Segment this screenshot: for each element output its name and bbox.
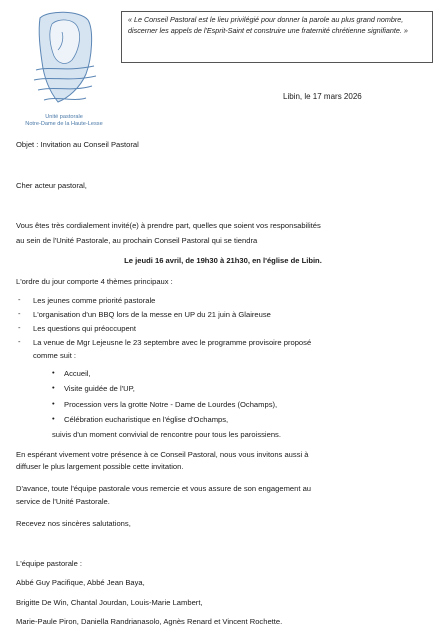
salutation: Cher acteur pastoral, (16, 181, 87, 190)
team-line-1: Abbé Guy Pacifique, Abbé Jean Baya, (16, 578, 145, 587)
team-line-3: Marie-Paule Piron, Daniella Randrianasolo, Agnès Renard et Vincent Rochette. (16, 617, 283, 626)
program-bullet-1: • (52, 368, 55, 377)
intro-line-2: au sein de l'Unité Pastorale, au prochain Conseil Pastoral qui se tiendra (16, 236, 258, 245)
closing-2-line-1: D'avance, toute l'équipe pastorale vous remercie et vous assure de son engagement au (16, 484, 312, 493)
agenda-dash-1: - (18, 295, 21, 304)
program-bullet-4: • (52, 414, 55, 423)
program-bullet-3: • (52, 399, 55, 408)
program-followup: suivis d'un moment convivial de rencontre pour tous les paroissiens. (52, 430, 281, 439)
program-item-4: Célébration eucharistique en l'église d'Ochamps, (64, 415, 229, 424)
intro-line-1: Vous êtes très cordialement invité(e) à prendre part, quelles que soient vos responsabilités (16, 221, 321, 230)
logo-caption-line2: Notre-Dame de la Haute-Lesse (25, 121, 103, 127)
dateline: Libin, le 17 mars 2026 (283, 92, 362, 101)
agenda-item-3: Les questions qui préoccupent (33, 324, 137, 333)
agenda-intro: L'ordre du jour comporte 4 thèmes principaux : (16, 277, 173, 286)
program-item-3: Procession vers la grotte Notre - Dame de Lourdes (Ochamps), (64, 400, 278, 409)
logo (14, 8, 114, 136)
program-item-2: Visite guidée de l'UP, (64, 384, 135, 393)
agenda-item-4: La venue de Mgr Lejeusne le 23 septembre avec le programme provisoire proposé (33, 338, 312, 347)
team-label: L'équipe pastorale : (16, 559, 83, 568)
madonna-logo-icon (28, 8, 102, 112)
regards: Recevez nos sincères salutations, (16, 519, 131, 528)
agenda-item-1: Les jeunes comme priorité pastorale (33, 296, 156, 305)
agenda-dash-2: - (18, 309, 21, 318)
logo-caption (14, 114, 114, 128)
agenda-item-4-cont: comme suit : (33, 351, 77, 360)
program-item-1: Accueil, (64, 369, 91, 378)
motto-quote-box: « Le Conseil Pastoral est le lieu privilégié pour donner la parole au plus grand nombre, discerner les appels de l'Esprit-Saint et construire une fraternité chrétienne signifiante. » (121, 11, 433, 63)
logo-caption-line1: Unité pastorale (45, 114, 83, 120)
program-bullet-2: • (52, 383, 55, 392)
closing-1-line-1: En espérant vivement votre présence à ce Conseil Pastoral, nous vous invitons aussi à (16, 450, 309, 459)
closing-2-line-2: service de l'Unité Pastorale. (16, 497, 110, 506)
team-line-2: Brigitte De Win, Chantal Jourdan, Louis-Marie Lambert, (16, 598, 203, 607)
agenda-dash-3: - (18, 323, 21, 332)
agenda-dash-4: - (18, 337, 21, 346)
agenda-item-2: L'organisation d'un BBQ lors de la messe en UP du 21 juin à Glaireuse (33, 310, 271, 319)
closing-1-line-2: diffuser le plus largement possible cette invitation. (16, 462, 184, 471)
subject-line: Objet : Invitation au Conseil Pastoral (16, 140, 139, 149)
event-date: Le jeudi 16 avril, de 19h30 à 21h30, en l'église de Libin. (124, 256, 322, 265)
